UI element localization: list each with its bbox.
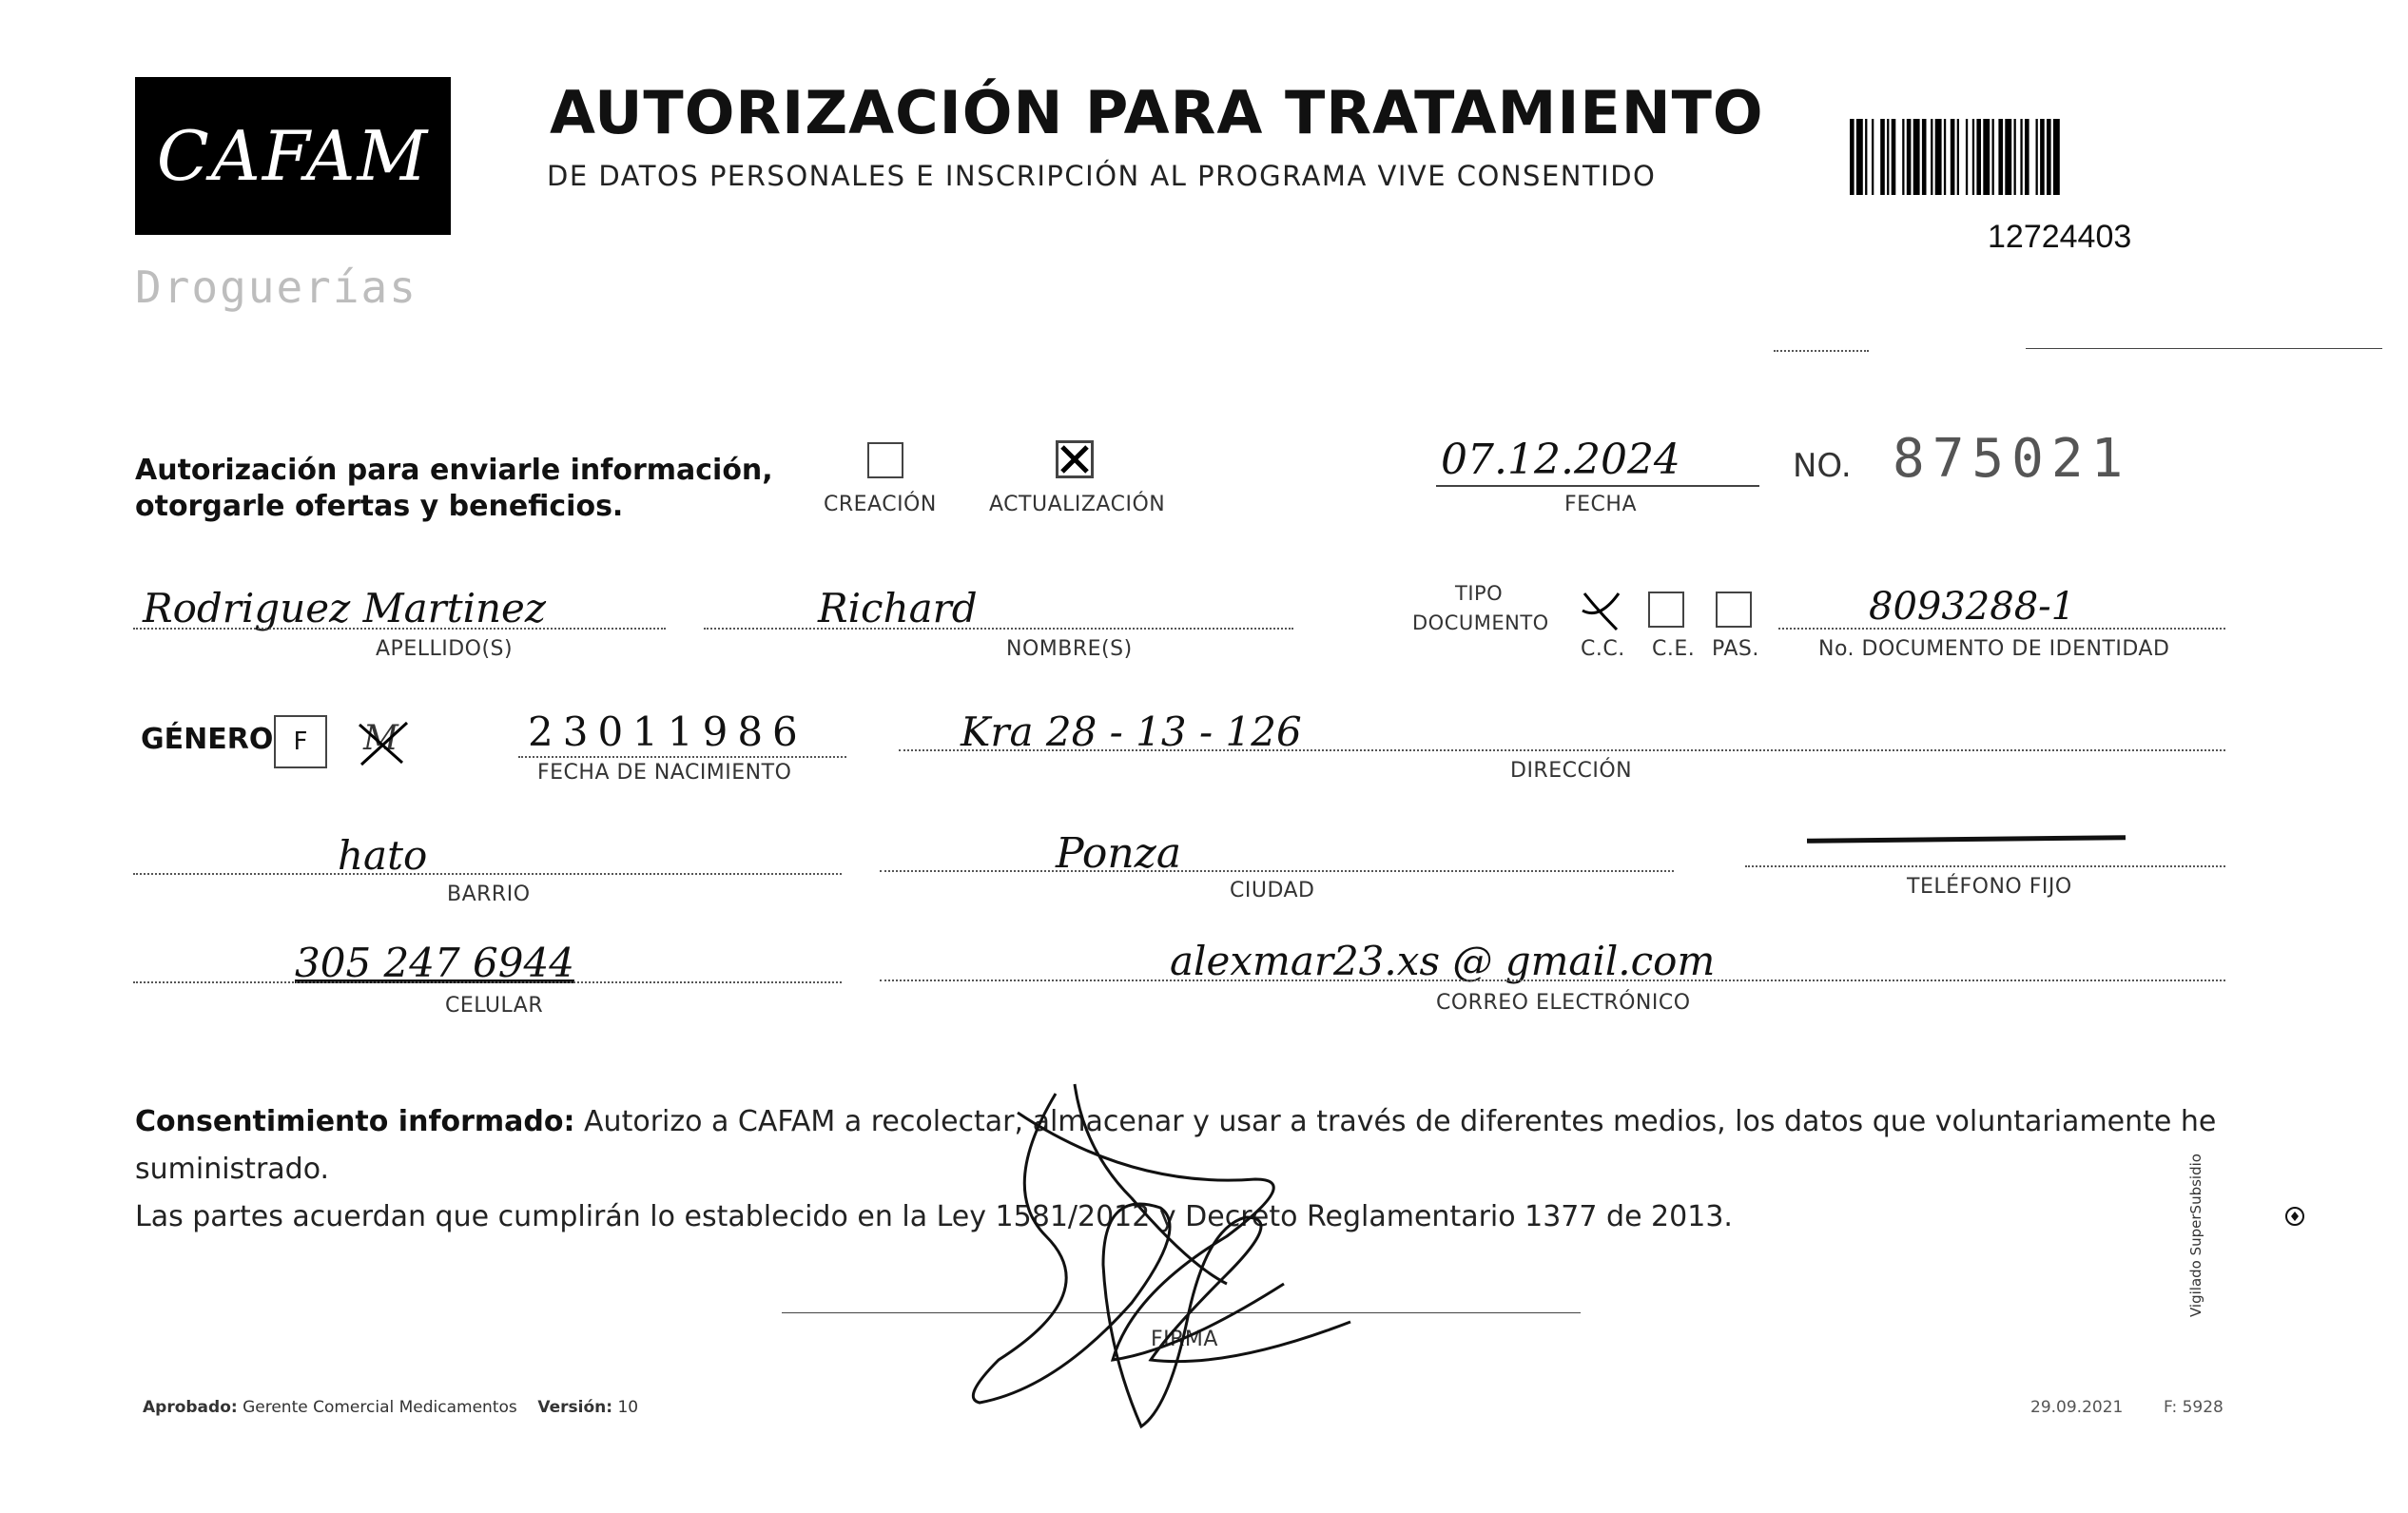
birth-line (518, 756, 846, 758)
side-text: Vigilado SuperSubsidio (2187, 1154, 2204, 1317)
gender-m-box[interactable] (350, 715, 405, 765)
date-line (1436, 485, 1759, 487)
birth-value: 23011986 (528, 708, 807, 755)
cell-value: 305 247 6944 (295, 940, 574, 986)
doc-ce-checkbox[interactable] (1648, 592, 1684, 628)
surname-label: APELLIDO(S) (376, 637, 514, 661)
address-line (899, 749, 2225, 751)
signature-scribble (942, 1075, 1436, 1436)
form-title: AUTORIZACIÓN PARA TRATAMIENTO (550, 78, 1764, 147)
phone-label: TELÉFONO FIJO (1907, 875, 2072, 899)
form-subtitle: DE DATOS PERSONALES E INSCRIPCIÓN AL PROGRAMA VIVE CONSENTIDO (547, 160, 1657, 192)
doc-pas-checkbox[interactable] (1716, 592, 1752, 628)
doc-ce-label: C.E. (1652, 637, 1696, 661)
signature-label: FIRMA (1151, 1328, 1218, 1351)
checkmark-x-icon (1581, 592, 1622, 633)
gender-m-mark: M (363, 719, 398, 758)
barcode-number: 12724403 (1988, 219, 2132, 255)
address-value: Kra 28 - 13 - 126 (961, 708, 1302, 755)
approved-label: Aprobado: (143, 1398, 238, 1417)
doc-cc-checkbox[interactable] (1581, 592, 1613, 624)
authorization-text (135, 453, 773, 525)
email-line (880, 980, 2225, 981)
barcode (1850, 119, 2230, 195)
top-right-line-2 (2026, 348, 2382, 349)
logo-subtext: Droguerías (135, 262, 418, 313)
birth-label: FECHA DE NACIMIENTO (537, 761, 792, 785)
phone-line (1745, 865, 2225, 867)
authorization-text-line1: Autorización para enviarle información, (135, 454, 773, 487)
footer-date-code: 29.09.2021 (2030, 1398, 2124, 1417)
email-value: alexmar23.xs @ gmail.com (1170, 938, 1716, 984)
footer-approved (143, 1398, 638, 1417)
city-label: CIUDAD (1230, 879, 1315, 902)
doc-cc-label: C.C. (1581, 637, 1625, 661)
phone-strike-line (1807, 835, 2126, 844)
email-label: CORREO ELECTRÓNICO (1436, 991, 1691, 1015)
update-label: ACTUALIZACIÓN (989, 493, 1166, 516)
city-value: Ponza (1056, 829, 1182, 878)
number-label: NO. (1793, 447, 1852, 485)
authorization-text-line2: otorgarle ofertas y beneficios. (135, 490, 624, 523)
version-label: Versión: (537, 1398, 613, 1417)
gender-label: GÉNERO (141, 723, 274, 756)
gender-f-label: F (293, 727, 308, 756)
date-label: FECHA (1564, 493, 1638, 516)
gender-f-box[interactable] (274, 715, 327, 768)
cafam-logo: CAFAM (135, 77, 451, 235)
doc-number-label: No. DOCUMENTO DE IDENTIDAD (1818, 637, 2170, 661)
checkmark-x-icon (350, 715, 417, 772)
barrio-label: BARRIO (447, 883, 531, 906)
doc-type-label-2: DOCUMENTO (1412, 611, 1549, 634)
city-line (880, 870, 1674, 872)
doc-type-label-1: TIPO (1455, 582, 1504, 605)
name-line (704, 628, 1293, 630)
barrio-value: hato (338, 832, 428, 879)
surname-value: Rodriguez Martinez (143, 585, 547, 631)
name-label: NOMBRE(S) (1006, 637, 1133, 661)
creation-label: CREACIÓN (824, 493, 937, 516)
date-value: 07.12.2024 (1441, 436, 1680, 484)
creation-checkbox[interactable] (867, 442, 903, 478)
update-checkbox[interactable] (1056, 440, 1094, 478)
footer-form-code: F: 5928 (2164, 1398, 2224, 1417)
doc-pas-label: PAS. (1712, 637, 1759, 661)
cell-label: CELULAR (445, 994, 544, 1018)
checkmark-x-icon (1058, 443, 1091, 475)
approved-value: Gerente Comercial Medicamentos (243, 1398, 517, 1417)
supersubsidio-icon (2284, 1206, 2305, 1227)
doc-number-value: 8093288-1 (1869, 585, 2076, 629)
name-value: Richard (818, 585, 978, 631)
consent-heading: Consentimiento informado: (135, 1105, 575, 1138)
version-value: 10 (617, 1398, 639, 1417)
barrio-line (133, 873, 842, 875)
form-number: 875021 (1893, 428, 2131, 490)
address-label: DIRECCIÓN (1510, 759, 1633, 783)
consent-line2: Las partes acuerdan que cumplirán lo establecido en la Ley 1581/2012 y Decreto Reglamentario 1377 de 2013. (135, 1200, 1733, 1233)
doc-number-line (1778, 628, 2225, 630)
top-right-line (1774, 350, 1869, 352)
surname-line (133, 628, 666, 630)
cell-line (133, 981, 842, 983)
consent-line1-text: Autorizo a CAFAM a recolectar, almacenar y usar a través de diferentes medios, los datos que voluntariamente he suministrado. (135, 1105, 2217, 1186)
